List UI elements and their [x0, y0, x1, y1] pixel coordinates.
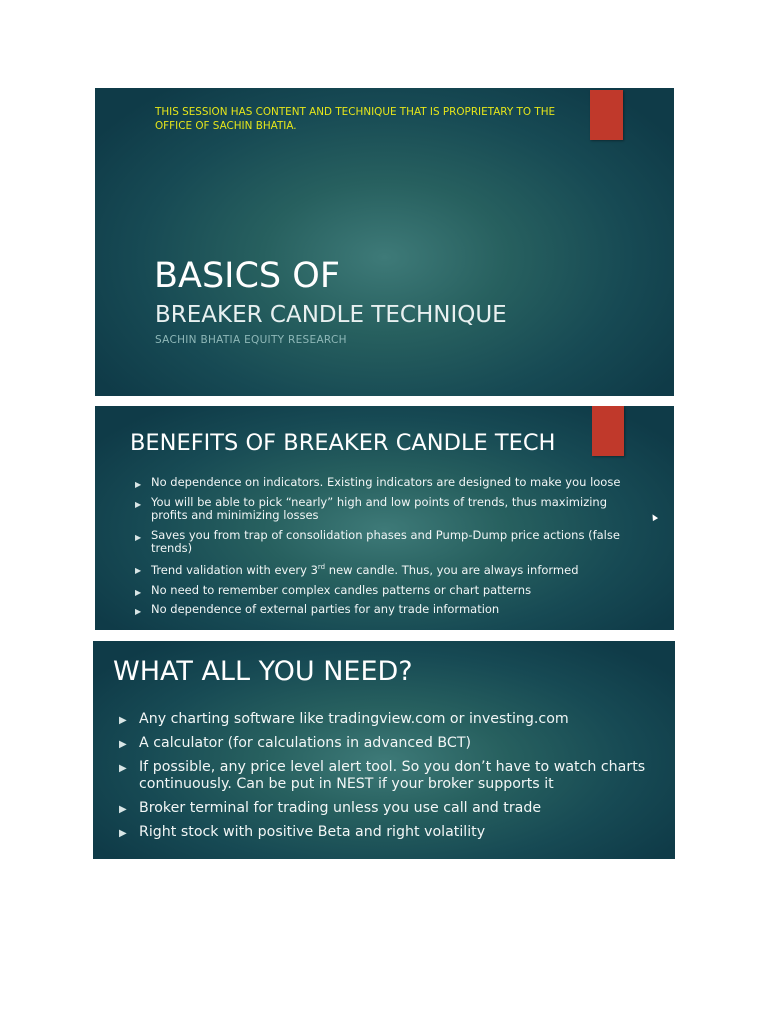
- proprietary-notice: THIS SESSION HAS CONTENT AND TECHNIQUE THAT IS PROPRIETARY TO THE OFFICE OF SACHIN BHATIA.: [155, 106, 556, 132]
- list-item-text: [151, 563, 579, 577]
- arrow-right-icon: ▶: [119, 763, 127, 774]
- list-item: [135, 562, 635, 578]
- slide-title-basics: [95, 88, 674, 396]
- list-item: [135, 476, 635, 490]
- list-item-text: No need to remember complex candles patterns or chart patterns: [151, 582, 532, 597]
- red-accent-tab: [592, 406, 624, 456]
- arrow-right-icon: ▶: [135, 565, 142, 575]
- arrow-right-icon: ▶: [119, 715, 127, 726]
- mouse-cursor-icon: [650, 513, 658, 521]
- arrow-right-icon: ▶: [119, 827, 127, 839]
- slide-byline: SACHIN BHATIA EQUITY RESEARCH: [155, 334, 347, 346]
- slide-subtitle: BREAKER CANDLE TECHNIQUE: [155, 302, 507, 328]
- list-item-text: Right stock with positive Beta and right volatility: [139, 823, 486, 840]
- list-item-text: You will be able to pick “nearly” high and low points of trends, thus maximizing profits and minimizing losses: [151, 494, 608, 522]
- list-item-text: If possible, any price level alert tool. So you don’t have to watch charts continuously. Can be put in NEST if your broker supports it: [139, 759, 646, 792]
- slide-requirements: [93, 641, 675, 859]
- slide-heading: BENEFITS OF BREAKER CANDLE TECH: [130, 430, 556, 456]
- list-item-text: A calculator (for calculations in advanced BCT): [139, 735, 472, 751]
- list-item-text: Saves you from trap of consolidation phases and Pump-Dump price actions (false trends): [151, 527, 620, 555]
- arrow-right-icon: ▶: [135, 607, 142, 617]
- arrow-right-icon: ▶: [135, 499, 142, 509]
- list-item-text: Any charting software like tradingview.com or investing.com: [139, 711, 569, 727]
- benefits-list: [135, 476, 635, 623]
- arrow-right-icon: ▶: [119, 803, 127, 815]
- list-item: [135, 584, 635, 598]
- slide-benefits: [95, 406, 674, 630]
- list-item: [119, 800, 659, 817]
- arrow-right-icon: ▶: [119, 739, 127, 750]
- list-item: [119, 735, 659, 752]
- slide-main-title: BASICS OF: [154, 256, 340, 296]
- list-item-text: Broker terminal for trading unless you use call and trade: [139, 799, 542, 816]
- arrow-right-icon: ▶: [135, 480, 142, 489]
- list-item: [119, 824, 659, 841]
- list-item: [135, 496, 635, 523]
- list-item-text-end: new candle. Thus, you are always informed: [325, 563, 579, 578]
- list-item: [135, 603, 635, 617]
- slide-heading: WHAT ALL YOU NEED?: [113, 656, 413, 687]
- red-accent-tab: [590, 90, 623, 140]
- requirements-list: [119, 711, 659, 848]
- ordinal-suffix: rd: [317, 563, 326, 572]
- list-item: [135, 529, 635, 556]
- arrow-right-icon: ▶: [135, 587, 142, 597]
- list-item-text-start: Trend validation with every 3: [151, 563, 318, 578]
- arrow-right-icon: ▶: [135, 532, 142, 542]
- list-item-text: No dependence of external parties for any trade information: [151, 602, 500, 617]
- list-item: [119, 711, 659, 728]
- list-item: [119, 759, 659, 792]
- list-item-text: No dependence on indicators. Existing indicators are designed to make you loose: [151, 475, 621, 489]
